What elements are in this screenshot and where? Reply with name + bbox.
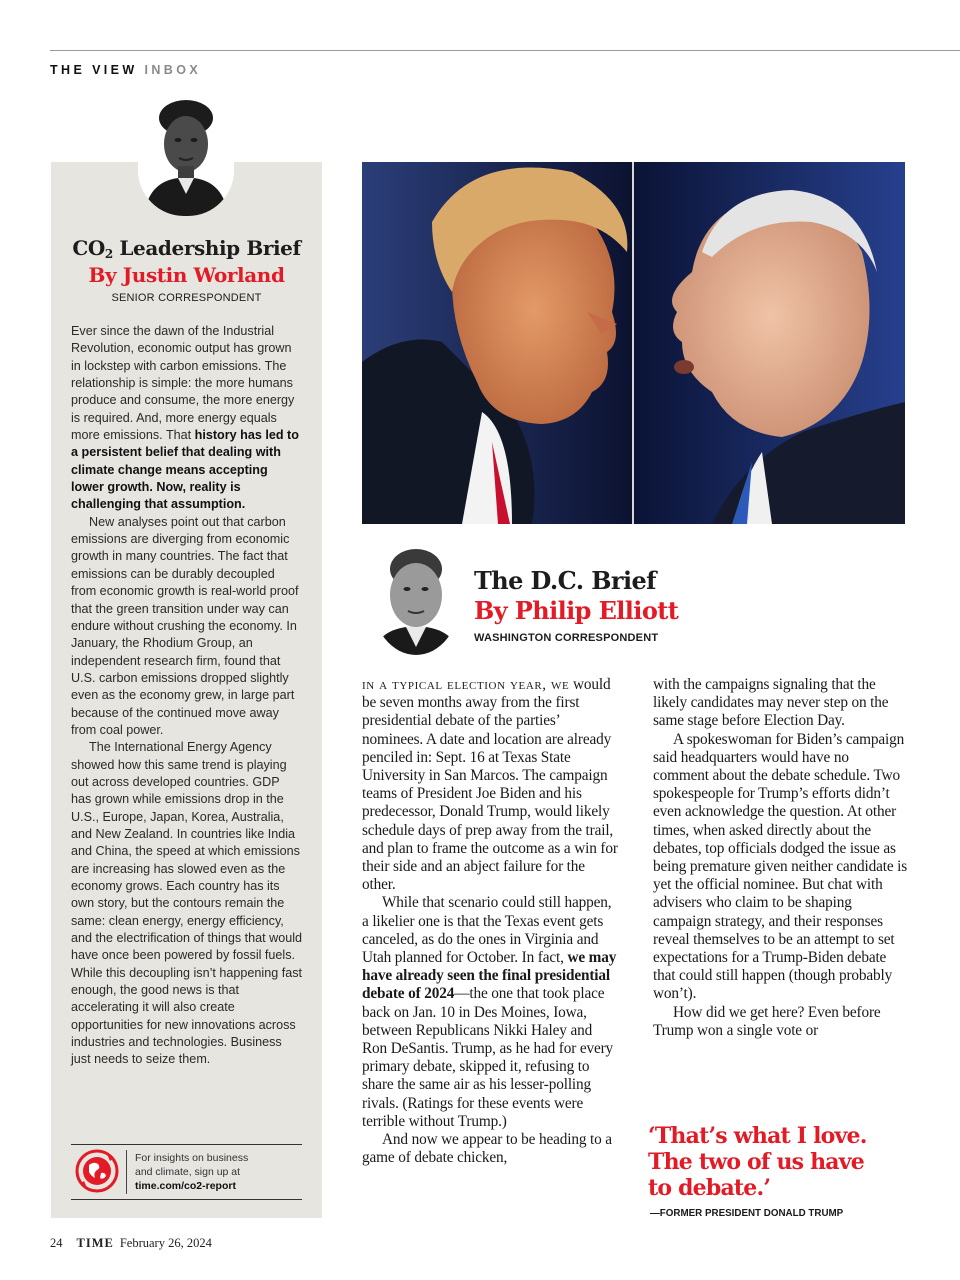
promo-divider	[126, 1150, 127, 1194]
pull-quote-line-2: The two of us have	[648, 1149, 864, 1175]
promo-text	[135, 1151, 305, 1193]
page-number: 24	[50, 1236, 63, 1250]
sidebar-body	[71, 323, 303, 1069]
promo-top-rule	[71, 1144, 302, 1145]
sidebar-byline: By Justin Worland	[88, 263, 285, 287]
dc-brief-title: The D.C. Brief	[474, 566, 656, 595]
magazine-name: TIME	[76, 1236, 114, 1250]
sidebar-title	[51, 236, 322, 261]
sidebar-paragraph-3: The International Energy Agency showed how this same trend is playing out across developed countries. GDP has grown while emissions drop in the U.S., Europe, Japan, Korea, Australia, and New Zealand. In countries like India and China, the speed at which emissions are increasing has slowed even as the economy grows. Each country has its own story, but the contours remain the same: clean energy, energy efficiency, and the electrification of things that would have once been powered by fossil fuels. While this decoupling isn’t happening fast enough, the good news is that accelerating it will also create opportunities for new innovations across industries and technologies. Business just needs to seize them.	[71, 740, 303, 1067]
sidebar-role: SENIOR CORRESPONDENT	[111, 292, 262, 304]
issue-date: February 26, 2024	[119, 1236, 212, 1250]
pull-quote	[648, 1123, 908, 1201]
title-co: CO	[72, 236, 105, 260]
author-portrait-worland	[138, 98, 234, 216]
pull-quote-line-3: to debate.’	[648, 1175, 771, 1201]
article-column-1	[362, 676, 618, 1167]
dc-brief-role: WASHINGTON CORRESPONDENT	[474, 632, 659, 644]
globe-icon	[74, 1148, 120, 1194]
article-paragraph-5: A spokeswoman for Biden’s campaign said headquarters would have no comment about the debate schedule. Two spokespeople for Trump’s efforts didn’t even acknowledge the question. At other times, when asked directly about the debates, top officials dodged the issue as being premature given neither candidate is yet the official nominee. But chat with advisers who claim to be shaping campaign strategy, and their responses reveal themselves to be an attempt to set expectations for a Trump-Biden debate that could still happen (though probably won’t).	[653, 730, 908, 1003]
article-paragraph-4: with the campaigns signaling that the likely candidates may never step on the same stage before Election Day.	[653, 676, 889, 730]
pull-quote-line-1: ‘That’s what I love.	[648, 1123, 867, 1149]
title-rest: Leadership Brief	[112, 236, 301, 260]
dc-brief-byline: By Philip Elliott	[474, 596, 679, 625]
sidebar-paragraph-1: Ever since the dawn of the Industrial Revolution, economic output has grown in lockstep with carbon emissions. The relationship is simple: the more humans produce and consume, the more energy is required. And, more energy equals more emissions. That history has led to a persistent belief that dealing with climate change means accepting lower growth. Now, reality is challenging that assumption.	[71, 324, 299, 512]
top-rule	[50, 50, 960, 51]
article-paragraph-1: in a typical election year, we would be seven months away from the first presidential debate of the parties’ nominees. A date and location are already penciled in: Sept. 16 at Texas State University in San Marcos. The campaign teams of President Joe Biden and his predecessor, Donald Trump, would likely schedule days of prep away from the trail, and plan to frame the outcome as a win for their side and an abject failure for the other.	[362, 676, 618, 894]
section-secondary: INBOX	[144, 63, 202, 77]
promo-bottom-rule	[71, 1199, 302, 1200]
section-primary: THE VIEW	[50, 63, 138, 77]
sidebar-paragraph-2: New analyses point out that carbon emissions are diverging from economic growth in many countries. The fact that emissions can be durably decoupled from economic growth is real-world proof that the green transition under way can endure without crushing the economy. In January, the Rhodium Group, an independent research firm, found that U.S. carbon emissions dropped slightly even as the economy grew, in large part because of the continued move away from coal power.	[71, 514, 299, 737]
section-label	[50, 63, 201, 77]
folio	[50, 1236, 212, 1251]
promo-line-1: For insights on business	[135, 1152, 249, 1164]
article-paragraph-2: While that scenario could still happen, a likelier one is that the Texas event gets canceled, as do the ones in Virginia and Utah planned for October. In fact, we may have already seen the final presidential debate of 2024—the one that took place back on Jan. 10 in Des Moines, Iowa, between Republicans Nikki Haley and Ron DeSantis. Trump, as he had for every primary debate, skipped it, refusing to share the same air as his lesser-polling rivals. (Ratings for these events were terrible without Trump.)	[362, 894, 617, 1130]
article-paragraph-3: And now we appear to be heading to a game of debate chicken,	[362, 1131, 612, 1167]
title-subscript: 2	[104, 247, 113, 261]
article-lead-in: in a typical election year, we	[362, 677, 570, 693]
author-portrait-elliott	[372, 543, 460, 655]
debate-photo	[362, 162, 905, 524]
pull-quote-attribution: —FORMER PRESIDENT DONALD TRUMP	[650, 1208, 844, 1219]
article-column-2	[653, 676, 908, 1040]
promo-line-2: and climate, sign up at	[135, 1166, 241, 1178]
article-paragraph-6: How did we get here? Even before Trump won a single vote or	[653, 1003, 881, 1039]
promo-url[interactable]: time.com/co2-report	[135, 1180, 236, 1192]
